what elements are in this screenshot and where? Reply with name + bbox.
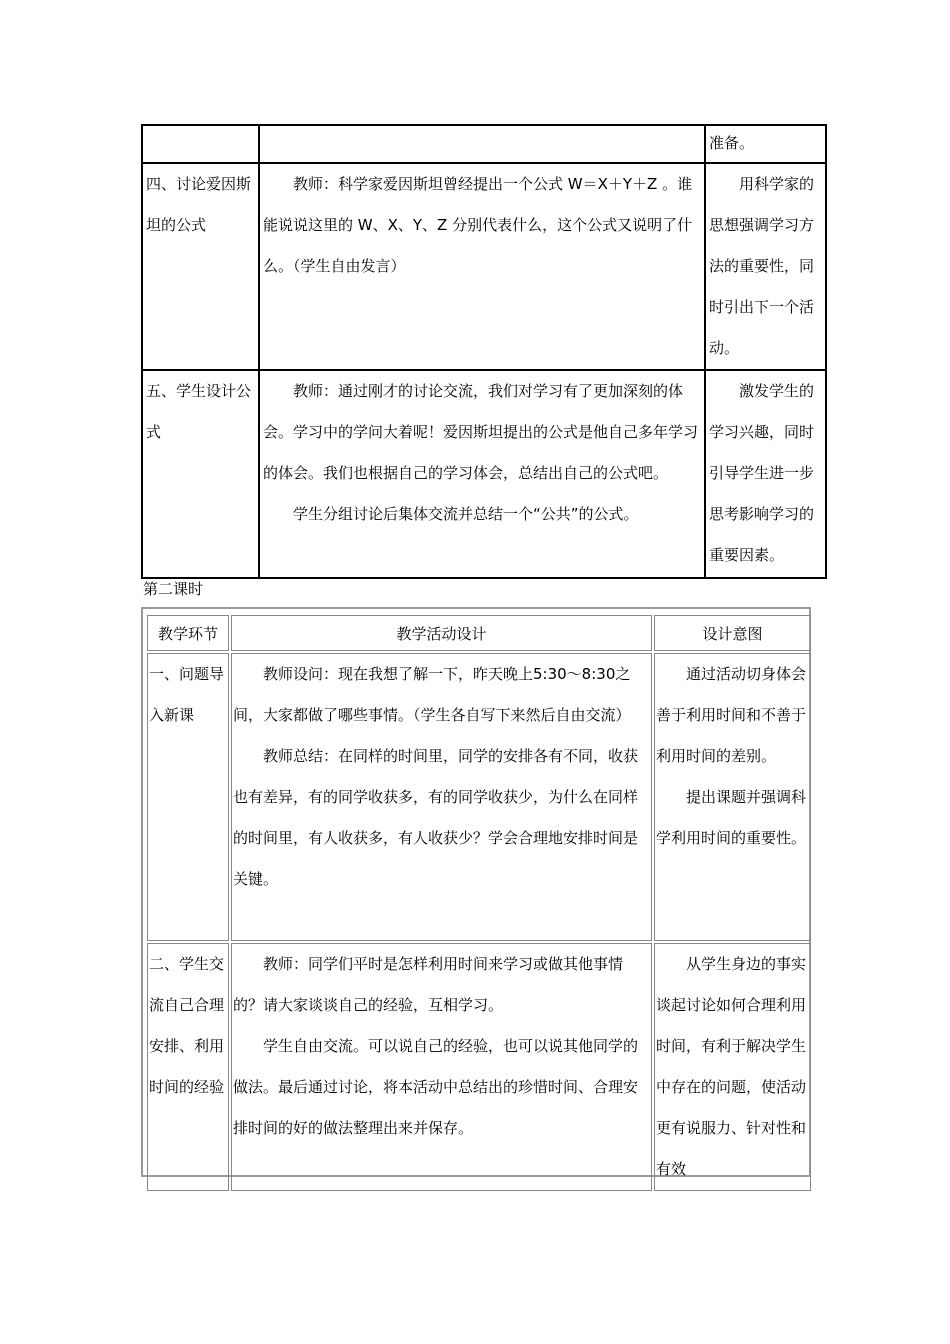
activity-cell: 教师：科学家爱因斯坦曾经提出一个公式 W＝X＋Y＋Z 。谁能说说这里的 W、X、Y、Z 分别代表什么，这个公式又说明了什么。（学生自由发言） xyxy=(259,163,705,370)
table-row xyxy=(142,370,826,578)
intent-cell: 用科学家的思想强调学习方法的重要性，同时引出下一个活动。 xyxy=(705,163,826,370)
section-title: 第二课时 xyxy=(143,580,204,598)
stage-cell: 四、讨论爱因斯坦的公式 xyxy=(142,163,259,370)
stage-cell: 二、学生交流自己合理安排、利用时间的经验 xyxy=(147,943,229,1191)
table-row xyxy=(142,163,826,370)
table-header-row xyxy=(147,615,811,651)
activity-cell xyxy=(259,125,705,163)
stage-cell: 五、学生设计公式 xyxy=(142,370,259,578)
stage-cell xyxy=(142,125,259,163)
lesson-table-2-frame xyxy=(141,607,811,1177)
activity-cell: 教师：通过刚才的讨论交流，我们对学习有了更加深刻的体会。学习中的学问大着呢！爱因斯坦提出的公式是他自己多年学习的体会。我们也根据自己的学习体会，总结出自己的公式吧。 学生分组讨论后集体交流并总结一个“公共”的公式。 xyxy=(259,370,705,578)
intent-cell: 通过活动切身体会善于利用时间和不善于利用时间的差别。 提出课题并强调科学利用时间的重要性。 xyxy=(654,653,811,941)
table-row xyxy=(147,943,811,1191)
table-row xyxy=(147,653,811,941)
intent-cell: 激发学生的学习兴趣，同时引导学生进一步思考影响学习的重要因素。 xyxy=(705,370,826,578)
intent-cell: 准备。 xyxy=(705,125,826,163)
intent-cell: 从学生身边的事实谈起讨论如何合理利用时间，有利于解决学生中存在的问题，使活动更有说服力、针对性和有效 xyxy=(654,943,811,1191)
header-intent: 设计意图 xyxy=(654,615,811,651)
lesson-table-1 xyxy=(141,124,827,579)
table-row xyxy=(142,125,826,163)
header-activity: 教学活动设计 xyxy=(231,615,652,651)
activity-cell: 教师：同学们平时是怎样利用时间来学习或做其他事情的？请大家谈谈自己的经验，互相学习。 学生自由交流。可以说自己的经验，也可以说其他同学的做法。最后通过讨论，将本活动中总结出的珍惜时间、合理安排时间的好的做法整理出来并保存。 xyxy=(231,943,652,1191)
lesson-table-2 xyxy=(145,613,813,1193)
activity-cell: 教师设问：现在我想了解一下，昨天晚上5:30～8:30之间，大家都做了哪些事情。（学生各自写下来然后自由交流） 教师总结：在同样的时间里，同学的安排各有不同，收获也有差异，有的同学收获多，有的同学收获少，为什么在同样的时间里，有人收获多，有人收获少？学会合理地安排时间是关键。 xyxy=(231,653,652,941)
stage-cell: 一、问题导入新课 xyxy=(147,653,229,941)
header-stage: 教学环节 xyxy=(147,615,229,651)
